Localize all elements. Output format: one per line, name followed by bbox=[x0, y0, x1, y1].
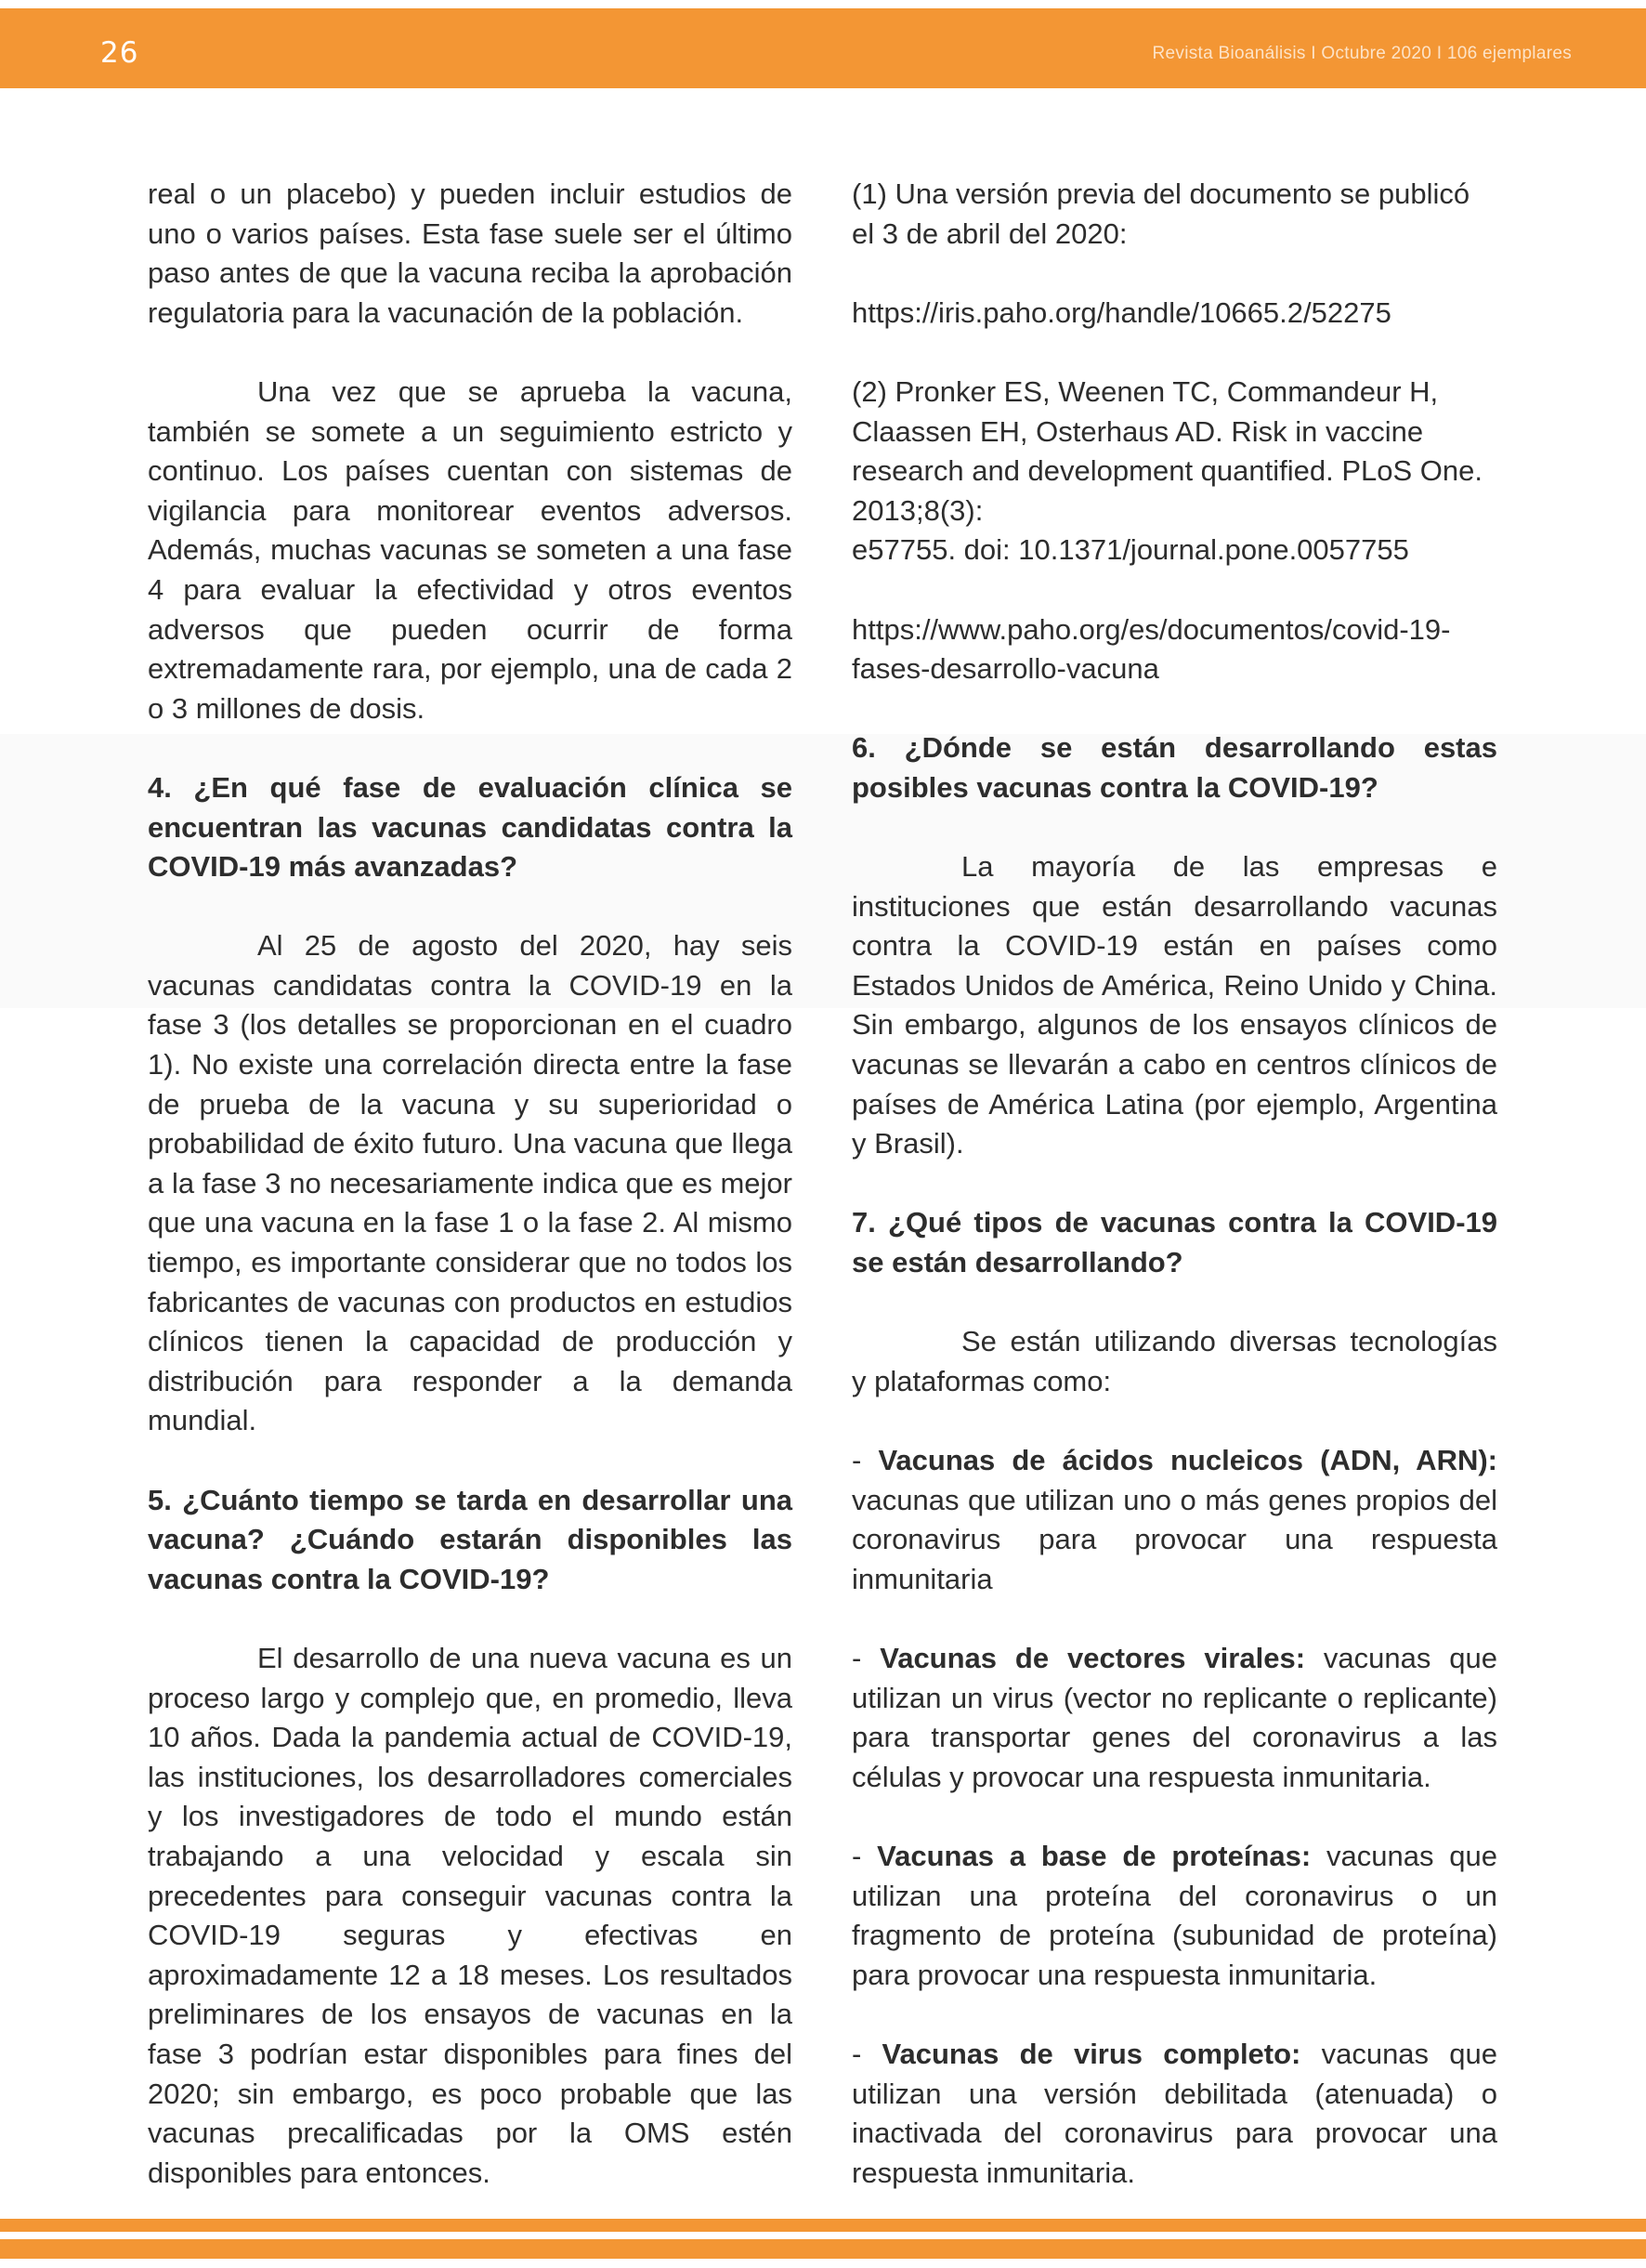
vaccine-type-item bbox=[852, 2035, 1497, 2193]
paragraph: real o un placebo) y pueden incluir estudios de uno o varios países. Esta fase suele ser el último paso antes de que la vacuna reciba la aprobación regulatoria para la vacunación de la población. bbox=[148, 177, 792, 329]
reference-2-text: (2) Pronker ES, Weenen TC, Commandeur H, Claassen EH, Osterhaus AD. Risk in vaccine research and development quantified. PLoS One. 2013;8(3): bbox=[852, 374, 1483, 527]
paragraph: Se están utilizando diversas tecnologías y plataformas como: bbox=[852, 1325, 1497, 1397]
publication-info: Revista Bioanálisis I Octubre 2020 I 106 ejemplares bbox=[1152, 44, 1572, 63]
item-dash: - bbox=[852, 1839, 878, 1872]
vaccine-type-item bbox=[852, 1441, 1497, 1599]
question-heading-5: 5. ¿Cuánto tiempo se tarda en desarrollar una vacuna? ¿Cuándo estarán disponibles las vacunas contra la COVID-19? bbox=[148, 1483, 792, 1595]
item-dash: - bbox=[852, 1641, 881, 1674]
footer-stripe-thin bbox=[0, 2219, 1646, 2232]
item-text: vacunas que utilizan una proteína del coronavirus o un fragmento de proteína (subunidad de proteína) para provocar una respuesta inmunitaria. bbox=[852, 1839, 1497, 1991]
vaccine-type-item bbox=[852, 1837, 1497, 1995]
paragraph: La mayoría de las empresas e instituciones que están desarrollando vacunas contra la COVID-19 están en países como Estados Unidos de América, Reino Unido y China. Sin embargo, algunos de los ensayos clínicos de vacunas se llevarán a cabo en centros clínicos de países de América Latina (por ejemplo, Argentina y Brasil). bbox=[852, 850, 1497, 1160]
item-term: Vacunas de vectores virales: bbox=[880, 1641, 1306, 1674]
paragraph: El desarrollo de una nueva vacuna es un proceso largo y complejo que, en promedio, lleva 10 años. Dada la pandemia actual de COVID-19, las instituciones, los desarrolladores comerciales y los investigadores de todo el mundo están trabajando a una velocidad y escala sin precedentes para conseguir vacunas contra la COVID-19 seguras y efectivas en aproximadamente 12 a 18 meses. Los resultados preliminares de los ensayos de vacunas en la fase 3 podrían estar disponibles para fines del 2020; sin embargo, es poco probable que las vacunas precalificadas por la OMS estén disponibles para entonces. bbox=[148, 1641, 792, 2189]
left-column bbox=[148, 175, 792, 2233]
item-term: Vacunas de ácidos nucleicos (ADN, ARN): bbox=[878, 1444, 1497, 1476]
paragraph: Al 25 de agosto del 2020, hay seis vacunas candidatas contra la COVID-19 en la fase 3 (los detalles se proporcionan en el cuadro 1). No existe una correlación directa entre la fase de prueba de la vacuna y su superioridad o probabilidad de éxito futuro. Una vacuna que llega a la fase 3 no necesariamente indica que es mejor que una vacuna en la fase 1 o la fase 2. Al mismo tiempo, es importante considerar que no todos los fabricantes de vacunas con productos en estudios clínicos tienen la capacidad de producción y distribución para responder a la demanda mundial. bbox=[148, 929, 792, 1437]
header-bar bbox=[0, 8, 1646, 88]
item-text: vacunas que utilizan uno o más genes propios del coronavirus para provocar una respuesta inmunitaria bbox=[852, 1483, 1497, 1595]
right-column bbox=[852, 175, 1497, 2233]
item-dash: - bbox=[852, 1444, 879, 1476]
page-number: 26 bbox=[100, 36, 139, 70]
question-heading-7: 7. ¿Qué tipos de vacunas contra la COVID-19 se están desarrollando? bbox=[852, 1206, 1497, 1279]
reference-link-1[interactable]: https://iris.paho.org/handle/10665.2/52275 bbox=[852, 295, 1391, 329]
reference-2 bbox=[852, 373, 1497, 531]
reference-1: (1) Una versión previa del documento se publicó el 3 de abril del 2020: bbox=[852, 177, 1470, 250]
item-text: vacunas que utilizan un virus (vector no replicante o replicante) para transportar genes del coronavirus a las células y provocar una respuesta inmunitaria. bbox=[852, 1641, 1497, 1793]
item-term: Vacunas a base de proteínas: bbox=[877, 1839, 1312, 1872]
item-text: vacunas que utilizan una versión debilitada (atenuada) o inactivada del coronavirus para provocar una respuesta inmunitaria. bbox=[852, 2037, 1497, 2189]
reference-2-doi: e57755. doi: 10.1371/journal.pone.0057755 bbox=[852, 533, 1409, 567]
item-term: Vacunas de virus completo: bbox=[882, 2037, 1301, 2070]
footer-stripe-thick bbox=[0, 2239, 1646, 2259]
paragraph: Una vez que se aprueba la vacuna, también se somete a un seguimiento estricto y continuo. Los países cuentan con sistemas de vigilancia para monitorear eventos adversos. Además, muchas vacunas se someten a una fase 4 para evaluar la efectividad y otros eventos adversos que pueden ocurrir de forma extremadamente rara, por ejemplo, una de cada 2 o 3 millones de dosis. bbox=[148, 374, 792, 725]
question-heading-6: 6. ¿Dónde se están desarrollando estas posibles vacunas contra la COVID-19? bbox=[852, 731, 1497, 804]
vaccine-type-item bbox=[852, 1639, 1497, 1797]
question-heading-4: 4. ¿En qué fase de evaluación clínica se encuentran las vacunas candidatas contra la COVID-19 más avanzadas? bbox=[148, 770, 792, 884]
item-dash: - bbox=[852, 2037, 882, 2070]
reference-link-2[interactable]: https://www.paho.org/es/documentos/covid-19-fases-desarrollo-vacuna bbox=[852, 612, 1451, 686]
